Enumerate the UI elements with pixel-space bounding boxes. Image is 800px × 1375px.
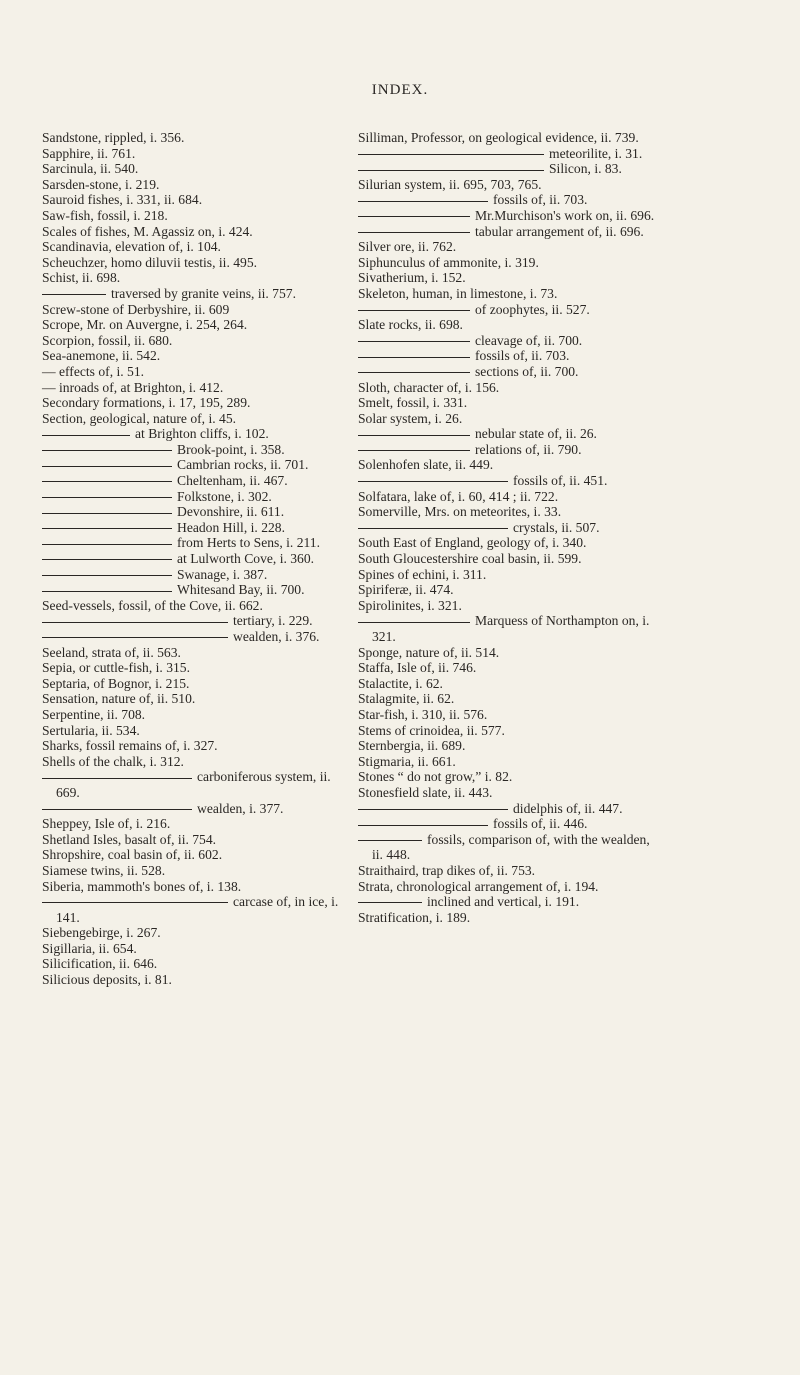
index-entry: Siphunculus of ammonite, i. 319. [358, 254, 539, 270]
index-entry: Sternbergia, ii. 689. [358, 738, 466, 754]
index-entry: Siberia, mammoth's bones of, i. 138. [42, 878, 242, 894]
index-subentry [42, 489, 342, 505]
index-subentry-text: tabular arrangement of, ii. 696. [475, 223, 644, 239]
ditto-rule [358, 825, 488, 826]
index-subentry-text: Brook-point, i. 358. [177, 441, 285, 457]
index-entry: Solar system, i. 26. [358, 410, 463, 426]
index-entry: Straithaird, trap dikes of, ii. 753. [358, 862, 536, 878]
ditto-rule [42, 809, 192, 810]
index-subentry-text: Swanage, i. 387. [177, 566, 268, 582]
ditto-rule [358, 357, 470, 358]
index-subentry-text: Devonshire, ii. 611. [177, 504, 285, 520]
index-entry: Scales of fishes, M. Agassiz on, i. 424. [42, 223, 253, 239]
index-subentry-text: fossils of, ii. 446. [493, 816, 588, 832]
index-entry: Stonesfield slate, ii. 443. [358, 784, 493, 800]
index-subentry [42, 769, 342, 800]
ditto-rule [42, 481, 172, 482]
index-subentry-text: cleavage of, ii. 700. [475, 332, 583, 348]
index-entry: Staffa, Isle of, ii. 746. [358, 660, 477, 676]
index-entry: Sandstone, rippled, i. 356. [42, 130, 185, 145]
ditto-rule [358, 372, 470, 373]
ditto-rule [42, 294, 106, 295]
index-subentry-text: fossils of, ii. 451. [513, 473, 608, 489]
index-subentry-text: at Brighton cliffs, i. 102. [135, 426, 269, 442]
index-subentry [358, 816, 658, 832]
index-entry: South Gloucestershire coal basin, ii. 599. [358, 551, 582, 567]
index-subentry [358, 348, 658, 364]
index-entry: Sertularia, ii. 534. [42, 722, 140, 738]
index-entry: Seeland, strata of, ii. 563. [42, 644, 181, 660]
ditto-rule [358, 528, 508, 529]
index-subentry-text: Folkstone, i. 302. [177, 488, 272, 504]
index-entry: Schist, ii. 698. [42, 270, 121, 286]
index-subentry [358, 208, 658, 224]
ditto-rule [358, 481, 508, 482]
index-subentry [42, 457, 342, 473]
index-entry: Sivatherium, i. 152. [358, 270, 466, 286]
index-entry: Shropshire, coal basin of, ii. 602. [42, 847, 223, 863]
index-subentry-text: traversed by granite veins, ii. 757. [111, 285, 296, 301]
ditto-rule [42, 622, 228, 623]
index-subentry [358, 894, 658, 910]
index-entry: Somerville, Mrs. on meteorites, i. 33. [358, 504, 562, 520]
index-subentry-text: didelphis of, ii. 447. [513, 800, 623, 816]
index-subentry-text: wealden, i. 377. [197, 800, 284, 816]
index-subentry-text: relations of, ii. 790. [475, 441, 582, 457]
index-subentry-text: from Herts to Sens, i. 211. [177, 535, 320, 551]
index-entry: Siamese twins, ii. 528. [42, 862, 166, 878]
index-subentry [358, 473, 658, 489]
index-subentry-text: Cambrian rocks, ii. 701. [177, 457, 309, 473]
index-subentry [358, 613, 658, 644]
index-entry: Section, geological, nature of, i. 45. [42, 410, 237, 426]
index-entry: Silver ore, ii. 762. [358, 239, 457, 255]
ditto-rule [358, 840, 422, 841]
index-entry: Star-fish, i. 310, ii. 576. [358, 706, 488, 722]
index-entry: Stones “ do not grow,” i. 82. [358, 769, 513, 785]
index-subentry-text: carcase of, in ice, i. 141. [56, 894, 339, 925]
ditto-rule [42, 435, 130, 436]
index-subentry [358, 192, 658, 208]
index-entry: Seed-vessels, fossil, of the Cove, ii. 662. [42, 597, 263, 613]
index-entry: Smelt, fossil, i. 331. [358, 395, 468, 411]
ditto-rule [42, 778, 192, 779]
index-entry: Scheuchzer, homo diluvii testis, ii. 495. [42, 254, 258, 270]
index-subentry [358, 832, 658, 863]
index-subentry-text: Mr.Murchison's work on, ii. 696. [475, 207, 655, 223]
index-subentry [42, 535, 342, 551]
index-subentry [358, 302, 658, 318]
index-entry: Septaria, of Bognor, i. 215. [42, 675, 190, 691]
index-subentry-text: wealden, i. 376. [233, 629, 320, 644]
index-subentry-text: meteorilite, i. 31. [549, 145, 643, 161]
index-entry: Secondary formations, i. 17, 195, 289. [42, 395, 251, 411]
index-entry: — inroads of, at Brighton, i. 412. [42, 379, 224, 395]
index-entry: Sarcinula, ii. 540. [42, 161, 139, 177]
index-subentry-text: Marquess of Northampton on, i. 321. [372, 613, 650, 644]
index-entry: Shells of the chalk, i. 312. [42, 753, 184, 769]
index-entry: Solfatara, lake of, i. 60, 414 ; ii. 722. [358, 488, 559, 504]
index-subentry-text: fossils, comparison of, with the wealden, ii. 448. [372, 831, 650, 863]
index-entry: Sapphire, ii. 761. [42, 145, 136, 161]
index-entry: Skeleton, human, in limestone, i. 73. [358, 285, 558, 301]
index-entry: Sloth, character of, i. 156. [358, 379, 500, 395]
index-column-left [42, 130, 342, 988]
index-subentry [358, 801, 658, 817]
ditto-rule [42, 902, 228, 903]
index-entry: Silliman, Professor, on geological evidence, ii. 739. [358, 130, 639, 145]
index-entry: Sheppey, Isle of, i. 216. [42, 816, 171, 832]
index-subentry [42, 442, 342, 458]
index-subentry [42, 426, 342, 442]
index-entry: Slate rocks, ii. 698. [358, 317, 463, 333]
index-entry: Serpentine, ii. 708. [42, 706, 146, 722]
index-subentry [42, 551, 342, 567]
index-entry: Saw-fish, fossil, i. 218. [42, 207, 168, 223]
index-entry: Sponge, nature of, ii. 514. [358, 644, 500, 660]
index-entry: Spines of echini, i. 311. [358, 566, 487, 582]
index-subentry [42, 473, 342, 489]
ditto-rule [358, 232, 470, 233]
index-subentry-text: Headon Hill, i. 228. [177, 519, 285, 535]
index-entry: Scrope, Mr. on Auvergne, i. 254, 264. [42, 317, 248, 333]
ditto-rule [42, 575, 172, 576]
index-subentry [42, 582, 342, 598]
ditto-rule [358, 310, 470, 311]
index-entry: Shetland Isles, basalt of, ii. 754. [42, 831, 217, 847]
index-subentry-text: fossils of, ii. 703. [475, 348, 570, 364]
index-subentry [358, 161, 658, 177]
ditto-rule [358, 216, 470, 217]
index-entry: South East of England, geology of, i. 340. [358, 535, 587, 551]
index-subentry [358, 224, 658, 240]
ditto-rule [358, 809, 508, 810]
index-entry: Scorpion, fossil, ii. 680. [42, 332, 173, 348]
index-entry: Silicious deposits, i. 81. [42, 972, 172, 988]
index-entry: Stigmaria, ii. 661. [358, 753, 456, 769]
index-entry: Sea-anemone, ii. 542. [42, 348, 161, 364]
ditto-rule [358, 902, 422, 903]
index-subentry [42, 504, 342, 520]
index-subentry [42, 894, 342, 925]
index-subentry [358, 426, 658, 442]
ditto-rule [42, 513, 172, 514]
index-entry: Scandinavia, elevation of, i. 104. [42, 239, 221, 255]
index-subentry [42, 520, 342, 536]
index-entry: Silurian system, ii. 695, 703, 765. [358, 176, 542, 192]
index-subentry-text: tertiary, i. 229. [233, 613, 313, 629]
index-subentry [358, 364, 658, 380]
index-entry: Stalagmite, ii. 62. [358, 691, 455, 707]
index-entry: Sarsden-stone, i. 219. [42, 176, 160, 192]
index-column-right [358, 130, 658, 925]
index-subentry-text: Silicon, i. 83. [549, 161, 622, 177]
index-subentry-text: nebular state of, ii. 26. [475, 426, 597, 442]
ditto-rule [358, 622, 470, 623]
index-entry: Stalactite, i. 62. [358, 675, 443, 691]
index-subentry [42, 613, 342, 629]
ditto-rule [42, 466, 172, 467]
index-subentry-text: fossils of, ii. 703. [493, 192, 588, 208]
index-subentry [42, 801, 342, 817]
index-subentry [358, 520, 658, 536]
index-subentry-text: inclined and vertical, i. 191. [427, 894, 580, 910]
ditto-rule [42, 544, 172, 545]
ditto-rule [42, 450, 172, 451]
index-entry: Silicification, ii. 646. [42, 956, 158, 972]
index-entry: — effects of, i. 51. [42, 363, 145, 379]
index-entry: Sauroid fishes, i. 331, ii. 684. [42, 192, 203, 208]
index-entry: Spirolinites, i. 321. [358, 597, 462, 613]
index-entry: Strata, chronological arrangement of, i. 194. [358, 878, 599, 894]
index-subentry-text: Whitesand Bay, ii. 700. [177, 582, 305, 598]
page-bottom-margin [0, 1315, 800, 1375]
index-entry: Screw-stone of Derbyshire, ii. 609 [42, 301, 230, 317]
index-subentry [42, 629, 342, 645]
page-title: INDEX. [371, 82, 429, 98]
index-subentry [358, 333, 658, 349]
ditto-rule [358, 170, 544, 171]
index-entry: Siebengebirge, i. 267. [42, 925, 161, 941]
index-subentry [358, 442, 658, 458]
ditto-rule [358, 450, 470, 451]
index-subentry-text: carboniferous system, ii. 669. [56, 769, 331, 800]
index-entry: Sigillaria, ii. 654. [42, 940, 137, 956]
ditto-rule [42, 591, 172, 592]
ditto-rule [42, 528, 172, 529]
ditto-rule [42, 637, 228, 638]
ditto-rule [358, 341, 470, 342]
index-subentry-text: sections of, ii. 700. [475, 363, 579, 379]
index-entry: Sharks, fossil remains of, i. 327. [42, 738, 218, 754]
index-subentry-text: crystals, ii. 507. [513, 519, 600, 535]
index-subentry [42, 567, 342, 583]
ditto-rule [358, 201, 488, 202]
index-subentry [358, 146, 658, 162]
index-entry: Stems of crinoidea, ii. 577. [358, 722, 505, 738]
ditto-rule [358, 154, 544, 155]
index-entry: Solenhofen slate, ii. 449. [358, 457, 494, 473]
index-subentry-text: Cheltenham, ii. 467. [177, 473, 288, 489]
index-subentry-text: at Lulworth Cove, i. 360. [177, 551, 315, 567]
index-entry: Stratification, i. 189. [358, 909, 471, 925]
index-entry: Sensation, nature of, ii. 510. [42, 691, 196, 707]
ditto-rule [358, 435, 470, 436]
index-entry: Spiriferæ, ii. 474. [358, 582, 454, 598]
index-entry: Sepia, or cuttle-fish, i. 315. [42, 660, 190, 676]
index-subentry [42, 286, 342, 302]
index-subentry-text: of zoophytes, ii. 527. [475, 301, 590, 317]
ditto-rule [42, 497, 172, 498]
ditto-rule [42, 559, 172, 560]
